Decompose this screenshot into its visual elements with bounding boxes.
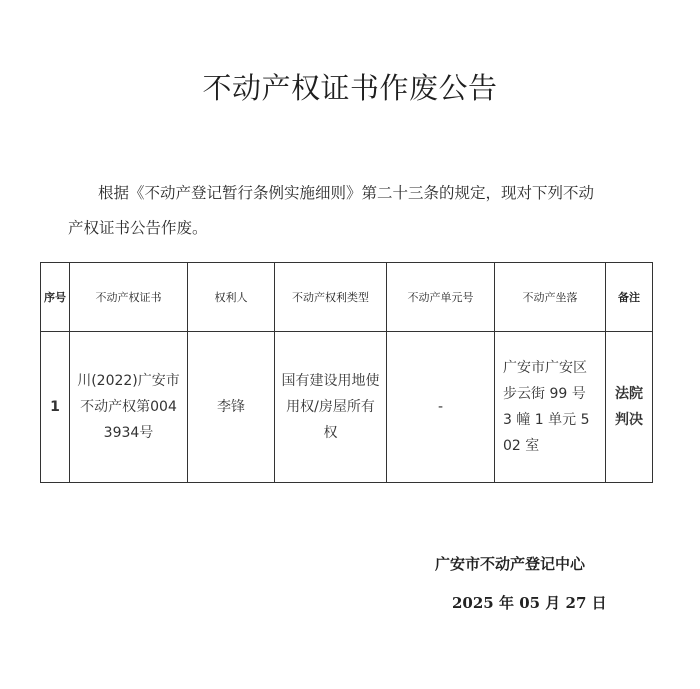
header-location: 不动产坐落 [495,263,606,332]
cell-unit-no: - [387,332,495,483]
document-title: 不动产权证书作废公告 [202,71,498,105]
table-header-row [41,263,653,332]
notice-paragraph-line-1: 根据《不动产登记暂行条例实施细则》第二十三条的规定，现对下列不动 [98,184,595,202]
notice-paragraph-line-2: 产权证书公告作废。 [68,219,208,237]
certificate-table [40,262,653,483]
right-type-text: 国有建设用地使用权/房屋所有权 [281,373,380,441]
certificate-number: 川(2022)广安市不动产权第0043934号 [77,373,180,441]
cell-remark [606,332,653,483]
header-certificate: 不动产权证书 [70,263,188,332]
header-right-type: 不动产权利类型 [275,263,387,332]
cell-owner: 李锋 [188,332,275,483]
header-remark: 备注 [606,263,653,332]
cell-right-type [275,332,387,483]
header-owner: 权利人 [188,263,275,332]
signing-organization: 广安市不动产登记中心 [435,555,586,573]
header-unit-no: 不动产单元号 [387,263,495,332]
remark-text: 法院判决 [615,386,643,428]
signing-date: 2025 年 05 月 27 日 [452,594,607,612]
cell-seq: 1 [41,332,70,483]
cell-certificate [70,332,188,483]
location-text: 广安市广安区步云街 99 号 3 幢 1 单元 502 室 [503,360,590,454]
table-row [41,332,653,483]
cell-location [495,332,606,483]
header-seq: 序号 [41,263,70,332]
